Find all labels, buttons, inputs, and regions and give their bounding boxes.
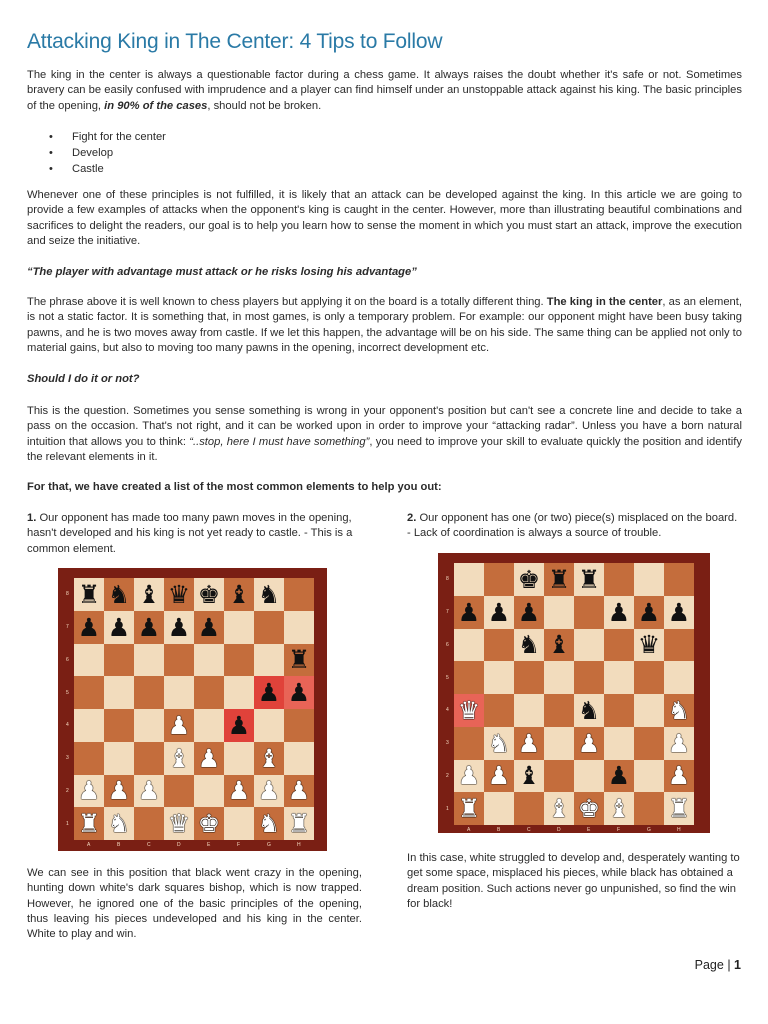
footer-page-number: 1 — [734, 958, 741, 972]
square-b2 — [484, 760, 514, 793]
square-e6 — [574, 629, 604, 662]
square-a5 — [454, 661, 484, 694]
square-b2 — [104, 775, 134, 808]
square-c8 — [514, 563, 544, 596]
white-pawn-icon: ♟ — [457, 761, 481, 791]
square-e4 — [574, 694, 604, 727]
white-queen-icon: ♛ — [457, 695, 481, 725]
square-f5 — [224, 676, 254, 709]
white-pawn-icon: ♟ — [517, 728, 541, 758]
paragraph-4 — [27, 404, 742, 465]
square-g3 — [254, 742, 284, 775]
white-pawn-icon: ♟ — [107, 776, 131, 806]
file-label: C — [527, 827, 531, 833]
file-label: F — [617, 827, 621, 833]
black-rook-icon: ♜ — [77, 579, 101, 609]
square-e3 — [574, 727, 604, 760]
white-bishop-icon: ♝ — [257, 743, 281, 773]
black-knight-icon: ♞ — [517, 630, 541, 660]
square-d7 — [164, 611, 194, 644]
square-c6 — [134, 644, 164, 677]
square-e5 — [574, 661, 604, 694]
principles-list — [27, 130, 742, 177]
element-1-number: 1. — [27, 512, 37, 524]
square-d4 — [164, 709, 194, 742]
white-bishop-icon: ♝ — [167, 743, 191, 773]
square-a7 — [74, 611, 104, 644]
black-pawn-icon: ♟ — [257, 678, 281, 708]
white-knight-icon: ♞ — [667, 695, 691, 725]
black-pawn-icon: ♟ — [287, 678, 311, 708]
white-pawn-icon: ♟ — [487, 761, 511, 791]
white-king-icon: ♚ — [197, 809, 221, 839]
element-1-description: Our opponent has made too many pawn moves in the opening, hasn't developed and his king is not yet ready to castle. - This is a common element. — [27, 512, 353, 555]
page-title: Attacking King in The Center: 4 Tips to Follow — [27, 30, 443, 53]
file-label: B — [497, 827, 501, 833]
rank-label: 4 — [66, 722, 69, 729]
file-label: G — [647, 827, 651, 833]
paragraph-2-text: Whenever one of these principles is not fulfilled, it is likely that an attack can be developed against the king. In this article we are going to provide a few examples of attacks when the opponent's king is caught in the center. However, more than illustrating beautiful combinations and sacrifices to delight the readers, our goal is to help you learn how to sense the moment in which you must start an attack, improve the execution and seize the initiative. — [27, 189, 742, 247]
black-pawn-icon: ♟ — [197, 612, 221, 642]
black-pawn-icon: ♟ — [517, 597, 541, 627]
file-label: D — [177, 842, 181, 848]
square-h3 — [664, 727, 694, 760]
square-h6 — [284, 644, 314, 677]
square-f1 — [604, 792, 634, 825]
rank-label: 3 — [446, 740, 449, 747]
p3-text: The phrase above it is well known to chess players but applying it on the board is a totally different thing. — [27, 296, 547, 308]
square-f2 — [604, 760, 634, 793]
file-label: G — [267, 842, 271, 848]
square-a4 — [454, 694, 484, 727]
square-d5 — [164, 676, 194, 709]
white-bishop-icon: ♝ — [607, 794, 631, 824]
square-f2 — [224, 775, 254, 808]
square-f6 — [604, 629, 634, 662]
square-c7 — [514, 596, 544, 629]
square-c2 — [514, 760, 544, 793]
file-label: A — [467, 827, 471, 833]
black-rook-icon: ♜ — [577, 564, 601, 594]
square-a6 — [74, 644, 104, 677]
square-b7 — [484, 596, 514, 629]
square-b3 — [484, 727, 514, 760]
square-e3 — [194, 742, 224, 775]
square-f7 — [224, 611, 254, 644]
square-e6 — [194, 644, 224, 677]
page-footer — [695, 958, 741, 972]
square-b8 — [104, 578, 134, 611]
square-h2 — [284, 775, 314, 808]
black-king-icon: ♚ — [197, 579, 221, 609]
white-pawn-icon: ♟ — [197, 743, 221, 773]
black-pawn-icon: ♟ — [227, 710, 251, 740]
black-pawn-icon: ♟ — [167, 612, 191, 642]
element-1-caption: We can see in this position that black went crazy in the opening, hunting down white's dark squares bishop, which is now trapped. However, he ignored one of the basic principles of the opening, thus leaving his pieces undeveloped and his king in the center. White to play and win. — [27, 867, 362, 941]
p4-text: This is the question. Sometimes you sense something is wrong in your opponent's position but can't see a concrete line and decide to take a pass on the occasion. That's not right, and it can be worked upon in order to improve your “attacking radar”. Unless you have a born natural intuition that allows you to think: — [27, 405, 742, 448]
board-1-grid — [74, 578, 314, 840]
white-pawn-icon: ♟ — [287, 776, 311, 806]
square-g6 — [634, 629, 664, 662]
quote — [27, 265, 742, 280]
square-c6 — [514, 629, 544, 662]
black-knight-icon: ♞ — [577, 695, 601, 725]
black-pawn-icon: ♟ — [667, 597, 691, 627]
white-knight-icon: ♞ — [487, 728, 511, 758]
square-f4 — [224, 709, 254, 742]
square-a5 — [74, 676, 104, 709]
rank-label: 7 — [446, 609, 449, 616]
square-c4 — [514, 694, 544, 727]
file-label: E — [207, 842, 211, 848]
p4-text-end: , you need to improve your skill to evaluate quickly the position and identify the relevant elements in it. — [27, 435, 742, 463]
paragraph-2 — [27, 188, 742, 249]
square-e2 — [194, 775, 224, 808]
square-g2 — [634, 760, 664, 793]
file-label: H — [677, 827, 681, 833]
square-d1 — [544, 792, 574, 825]
square-c3 — [514, 727, 544, 760]
intro-paragraph — [27, 68, 742, 114]
p3-bold: The king in the center — [546, 296, 663, 308]
black-king-icon: ♚ — [517, 564, 541, 594]
white-rook-icon: ♜ — [287, 809, 311, 839]
white-rook-icon: ♜ — [77, 809, 101, 839]
square-f6 — [224, 644, 254, 677]
file-label: C — [147, 842, 151, 848]
chess-board-1 — [58, 568, 327, 851]
black-knight-icon: ♞ — [107, 579, 131, 609]
square-c5 — [514, 661, 544, 694]
footer-page-label: Page — [694, 958, 724, 972]
file-label: H — [297, 842, 301, 848]
list-item: • Develop — [27, 146, 742, 162]
square-b7 — [104, 611, 134, 644]
square-b4 — [104, 709, 134, 742]
black-bishop-icon: ♝ — [547, 630, 571, 660]
rank-label: 6 — [446, 641, 449, 648]
black-bishop-icon: ♝ — [517, 761, 541, 791]
square-d8 — [164, 578, 194, 611]
square-c8 — [134, 578, 164, 611]
square-g7 — [634, 596, 664, 629]
element-2-text — [407, 511, 742, 542]
black-bishop-icon: ♝ — [137, 579, 161, 609]
square-b8 — [484, 563, 514, 596]
square-h5 — [284, 676, 314, 709]
square-g4 — [254, 709, 284, 742]
white-pawn-icon: ♟ — [137, 776, 161, 806]
square-c5 — [134, 676, 164, 709]
square-b3 — [104, 742, 134, 775]
square-e7 — [574, 596, 604, 629]
rank-label: 5 — [446, 674, 449, 681]
black-pawn-icon: ♟ — [637, 597, 661, 627]
file-label: D — [557, 827, 561, 833]
square-a6 — [454, 629, 484, 662]
square-d3 — [544, 727, 574, 760]
white-knight-icon: ♞ — [257, 809, 281, 839]
square-g8 — [254, 578, 284, 611]
list-item: • Fight for the center — [27, 130, 742, 146]
black-knight-icon: ♞ — [257, 579, 281, 609]
white-pawn-icon: ♟ — [77, 776, 101, 806]
intro-text-end: , should not be broken. — [207, 99, 322, 112]
square-a2 — [454, 760, 484, 793]
board-2-grid — [454, 563, 694, 825]
white-knight-icon: ♞ — [107, 809, 131, 839]
white-rook-icon: ♜ — [667, 794, 691, 824]
square-e2 — [574, 760, 604, 793]
square-f3 — [224, 742, 254, 775]
rank-label: 6 — [66, 656, 69, 663]
list-item: • Castle — [27, 162, 742, 178]
footer-separator: | — [723, 958, 735, 972]
intro-text: The king in the center is always a questionable factor during a chess game. It always raises the doubt whether it's safe or not. Sometimes bravery can be easily confused with imprudence and a player can find himself under an unstoppable attack against his king. The basic principles of the opening, — [27, 69, 742, 112]
square-f1 — [224, 807, 254, 840]
square-e7 — [194, 611, 224, 644]
intro-emphasis: in 90% of the cases — [104, 99, 208, 112]
square-d5 — [544, 661, 574, 694]
square-f3 — [604, 727, 634, 760]
square-d2 — [544, 760, 574, 793]
square-b1 — [484, 792, 514, 825]
rank-label: 8 — [66, 591, 69, 598]
square-f4 — [604, 694, 634, 727]
square-b1 — [104, 807, 134, 840]
square-h1 — [664, 792, 694, 825]
element-1-text — [27, 511, 362, 557]
square-e8 — [194, 578, 224, 611]
question-heading — [27, 372, 742, 387]
question-text: Should I do it or not? — [27, 373, 140, 385]
square-b6 — [104, 644, 134, 677]
square-a4 — [74, 709, 104, 742]
square-h7 — [664, 596, 694, 629]
white-queen-icon: ♛ — [167, 809, 191, 839]
square-e5 — [194, 676, 224, 709]
square-h7 — [284, 611, 314, 644]
square-g5 — [254, 676, 284, 709]
square-f8 — [604, 563, 634, 596]
square-a8 — [454, 563, 484, 596]
rank-label: 1 — [66, 820, 69, 827]
square-g7 — [254, 611, 284, 644]
white-pawn-icon: ♟ — [667, 728, 691, 758]
square-g2 — [254, 775, 284, 808]
square-d6 — [544, 629, 574, 662]
square-h5 — [664, 661, 694, 694]
square-e1 — [194, 807, 224, 840]
list-intro — [27, 480, 742, 495]
black-pawn-icon: ♟ — [457, 597, 481, 627]
black-pawn-icon: ♟ — [487, 597, 511, 627]
square-c1 — [514, 792, 544, 825]
square-a8 — [74, 578, 104, 611]
square-b5 — [104, 676, 134, 709]
square-e4 — [194, 709, 224, 742]
black-rook-icon: ♜ — [547, 564, 571, 594]
square-f7 — [604, 596, 634, 629]
square-b5 — [484, 661, 514, 694]
square-h2 — [664, 760, 694, 793]
black-rook-icon: ♜ — [287, 645, 311, 675]
p4-italic: “..stop, here I must have something” — [189, 435, 370, 448]
file-label: F — [237, 842, 241, 848]
element-2-number: 2. — [407, 512, 417, 524]
white-pawn-icon: ♟ — [257, 776, 281, 806]
square-h4 — [664, 694, 694, 727]
square-h8 — [664, 563, 694, 596]
white-pawn-icon: ♟ — [227, 776, 251, 806]
element-2-caption: In this case, white struggled to develop and, desperately wanting to get some space, misplaced his pieces, while black has obtained a dream position. Such actions never go unpunished, so find the win for black! — [407, 852, 740, 910]
white-pawn-icon: ♟ — [577, 728, 601, 758]
element-2-description: Our opponent has one (or two) piece(s) misplaced on the board. - Lack of coordination is always a source of trouble. — [407, 512, 738, 540]
rank-label: 7 — [66, 624, 69, 631]
black-bishop-icon: ♝ — [227, 579, 251, 609]
square-g4 — [634, 694, 664, 727]
square-g5 — [634, 661, 664, 694]
rank-label: 5 — [66, 689, 69, 696]
square-a3 — [74, 742, 104, 775]
square-d8 — [544, 563, 574, 596]
square-a7 — [454, 596, 484, 629]
black-queen-icon: ♛ — [637, 630, 661, 660]
square-a1 — [454, 792, 484, 825]
rank-label: 1 — [446, 805, 449, 812]
square-g1 — [254, 807, 284, 840]
square-a1 — [74, 807, 104, 840]
square-d7 — [544, 596, 574, 629]
square-d2 — [164, 775, 194, 808]
square-c3 — [134, 742, 164, 775]
square-c2 — [134, 775, 164, 808]
square-h8 — [284, 578, 314, 611]
square-h3 — [284, 742, 314, 775]
square-g3 — [634, 727, 664, 760]
square-a2 — [74, 775, 104, 808]
square-b6 — [484, 629, 514, 662]
square-d4 — [544, 694, 574, 727]
square-e8 — [574, 563, 604, 596]
square-g6 — [254, 644, 284, 677]
square-c4 — [134, 709, 164, 742]
square-g8 — [634, 563, 664, 596]
square-d6 — [164, 644, 194, 677]
rank-label: 2 — [66, 787, 69, 794]
white-pawn-icon: ♟ — [167, 710, 191, 740]
rank-label: 8 — [446, 576, 449, 583]
white-rook-icon: ♜ — [457, 794, 481, 824]
square-d1 — [164, 807, 194, 840]
paragraph-3 — [27, 295, 742, 356]
rank-label: 2 — [446, 772, 449, 779]
square-a3 — [454, 727, 484, 760]
black-pawn-icon: ♟ — [607, 761, 631, 791]
square-f5 — [604, 661, 634, 694]
black-pawn-icon: ♟ — [607, 597, 631, 627]
square-g1 — [634, 792, 664, 825]
list-intro-text: For that, we have created a list of the most common elements to help you out: — [27, 481, 442, 493]
p3-text-end: , as an element, is not a static factor. It is something that, in most games, is only a temporary problem. For example: our opponent might have been busy taking pawns, and he is two moves away from castle. If we let this happen, the advantage will be on his side. The same thing can be applied not only to material gains, but also to moving too many pawns in the opening, incorrect development etc. — [27, 296, 742, 354]
square-c1 — [134, 807, 164, 840]
white-king-icon: ♚ — [577, 794, 601, 824]
black-queen-icon: ♛ — [167, 579, 191, 609]
quote-text: “The player with advantage must attack or he risks losing his advantage” — [27, 266, 417, 278]
square-b4 — [484, 694, 514, 727]
chess-board-2 — [438, 553, 710, 833]
white-pawn-icon: ♟ — [667, 761, 691, 791]
square-h4 — [284, 709, 314, 742]
rank-label: 4 — [446, 707, 449, 714]
file-label: E — [587, 827, 591, 833]
white-bishop-icon: ♝ — [547, 794, 571, 824]
square-h1 — [284, 807, 314, 840]
square-d3 — [164, 742, 194, 775]
file-label: B — [117, 842, 121, 848]
black-pawn-icon: ♟ — [77, 612, 101, 642]
file-label: A — [87, 842, 91, 848]
square-h6 — [664, 629, 694, 662]
square-c7 — [134, 611, 164, 644]
square-f8 — [224, 578, 254, 611]
square-e1 — [574, 792, 604, 825]
black-pawn-icon: ♟ — [137, 612, 161, 642]
black-pawn-icon: ♟ — [107, 612, 131, 642]
rank-label: 3 — [66, 755, 69, 762]
